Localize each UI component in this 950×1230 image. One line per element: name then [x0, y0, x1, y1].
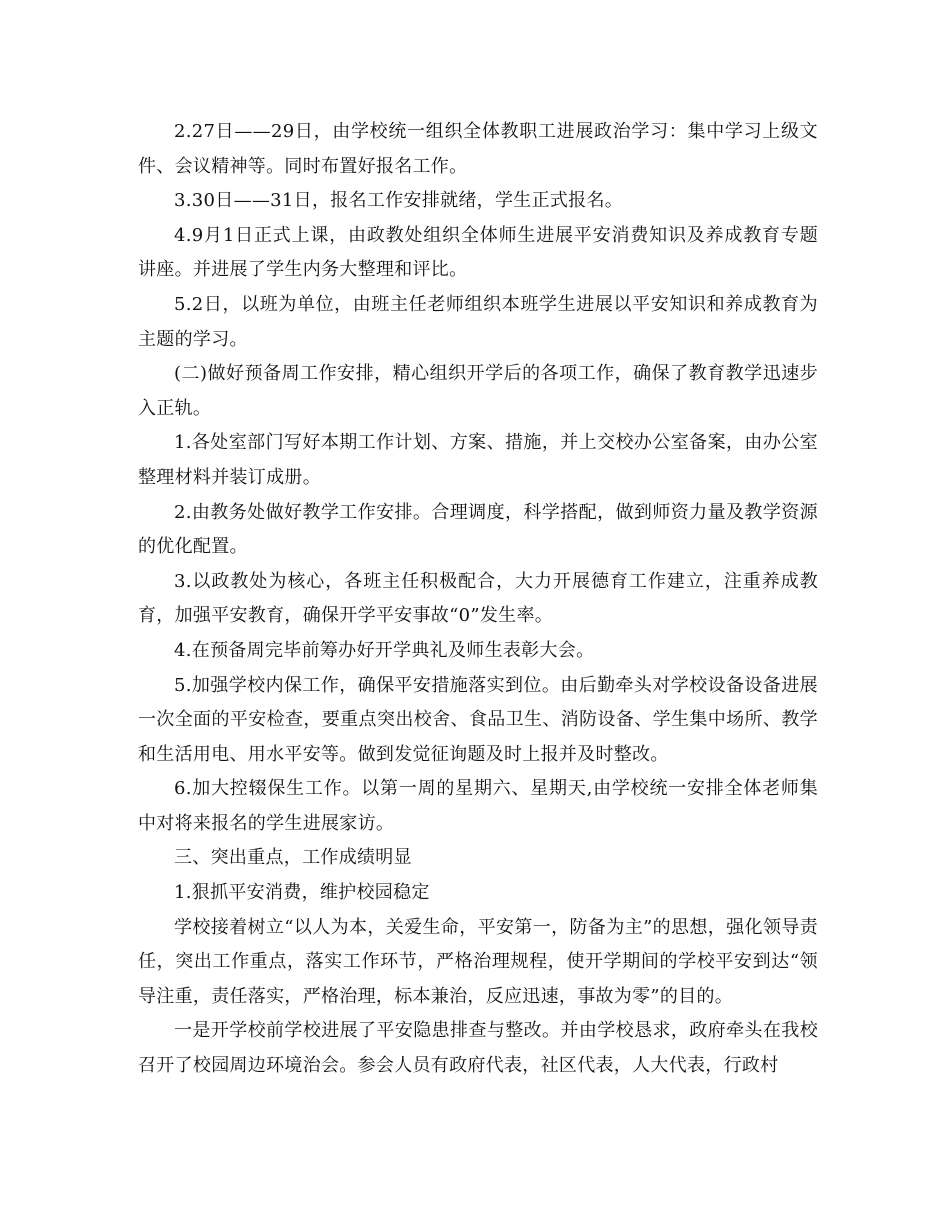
subsection-heading-1: 1.狠抓平安消费，维护校园稳定 [174, 882, 430, 904]
body-paragraph: 学校接着树立“以人为本，关爱生命，平安第一，防备为主”的思想，强化领导责任，突出工作重点，落实工作环节，严格治理规程，使开学期间的学校平安到达“领导注重，责任落实，严格治理，标本兼治，反应迅速，事故为零”的目的。 [138, 916, 818, 1007]
body-paragraph: 一是开学校前学校进展了平安隐患排查与整改。并由学校恳求，政府牵头在我校召开了校园周边环境治会。参会人员有政府代表，社区代表，人大代表，行政村 [138, 1020, 818, 1077]
paragraph-item-4: 5.2日，以班为单位，由班主任老师组织本班学生进展以平安知识和养成教育为主题的学习。 [138, 293, 818, 350]
document-body [138, 115, 818, 1084]
paragraph-item-9: 5.加强学校内保工作，确保平安措施落实到位。由后勤牵头对学校设备设备进展一次全面的平安检查，要重点突出校舍、食品卫生、消防设备、学生集中场所、教学和生活用电、用水平安等。做到发觉征询题及时上报并及时整改。 [138, 674, 818, 765]
paragraph-item-2: 3.30日——31日，报名工作安排就绪，学生正式报名。 [174, 190, 624, 212]
section-heading-2: (二)做好预备周工作安排，精心组织开学后的各项工作，确保了教育教学迅速步入正轨。 [138, 363, 818, 419]
paragraph-item-10: 6.加大控辍保生工作。以第一周的星期六、星期天,由学校统一安排全体老师集中对将来报名的学生进展家访。 [138, 778, 818, 834]
paragraph-item-3: 4.9月1日正式上课，由政教处组织全体师生进展平安消费知识及养成教育专题讲座。并进展了学生内务大整理和评比。 [138, 224, 818, 281]
paragraph-item-5: 1.各处室部门写好本期工作计划、方案、措施，并上交校办公室备案，由办公室整理材料并装订成册。 [138, 432, 818, 488]
paragraph-item-7: 3.以政教处为核心，各班主任积极配合，大力开展德育工作建立，注重养成教育，加强平安教育，确保开学平安事故“0”发生率。 [138, 570, 818, 627]
paragraph-item-6: 2.由教务处做好教学工作安排。合理调度，科学搭配，做到师资力量及教学资源的优化配置。 [138, 501, 818, 558]
section-heading-3: 三、突出重点，工作成绩明显 [174, 847, 412, 869]
paragraph-item-1: 2.27日——29日，由学校统一组织全体教职工进展政治学习：集中学习上级文件、会议精神等。同时布置好报名工作。 [138, 121, 818, 177]
paragraph-item-8: 4.在预备周完毕前筹办好开学典礼及师生表彰大会。 [174, 639, 595, 661]
